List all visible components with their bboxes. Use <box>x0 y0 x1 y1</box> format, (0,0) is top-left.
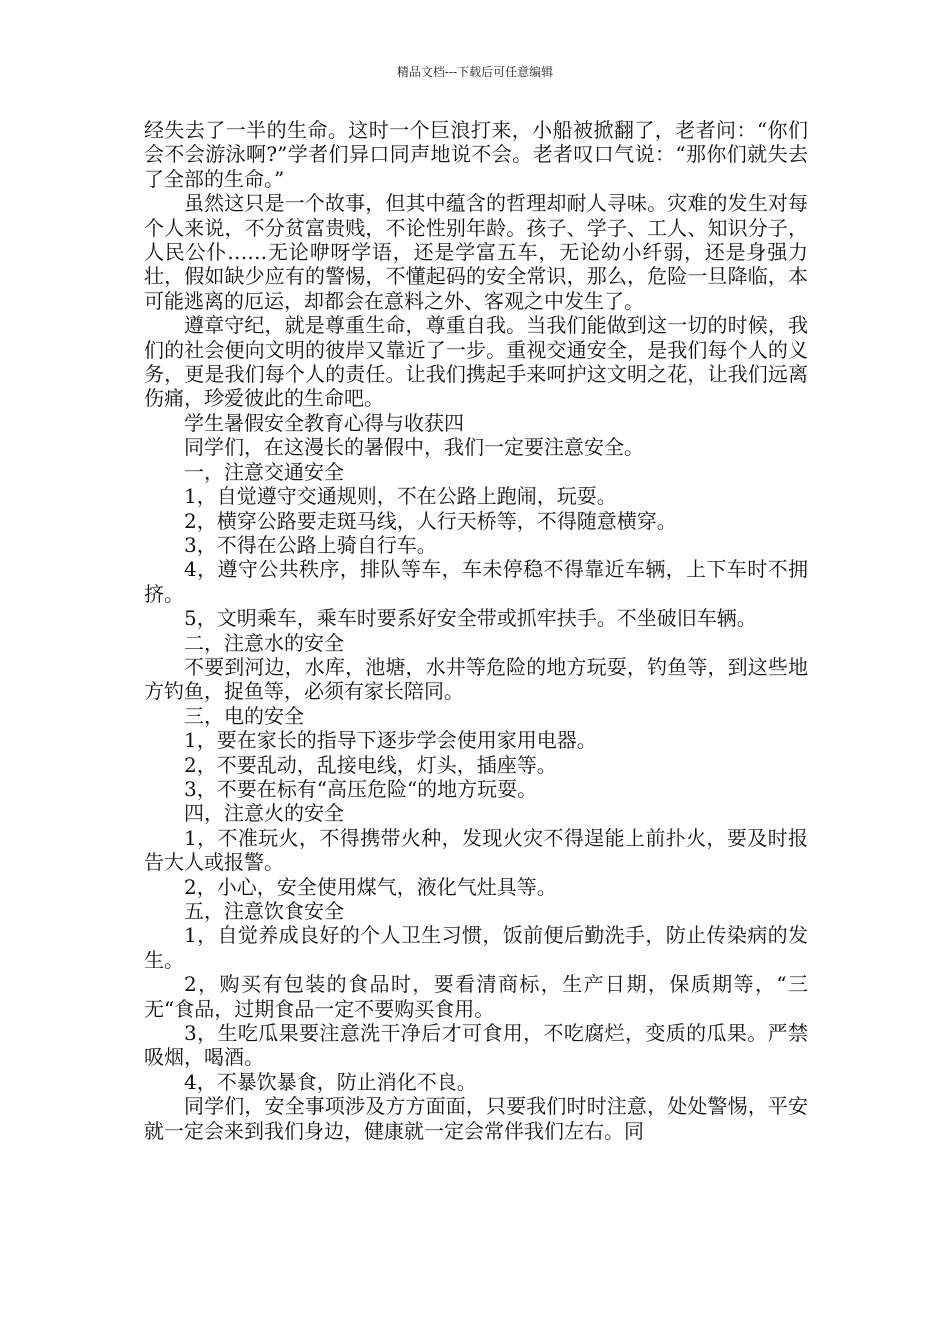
list-item: 1，自觉养成良好的个人卫生习惯，饭前便后勤洗手，防止传染病的发生。 <box>144 923 808 972</box>
list-item: 4，不暴饮暴食，防止消化不良。 <box>184 1069 477 1094</box>
list-item: 2，不要乱动，乱接电线，灯头，插座等。 <box>184 752 557 777</box>
section-heading: 二，注意水的安全 <box>184 630 344 655</box>
paragraph: 同学们，安全事项涉及方方面面，只要我们时时注意，处处警惕，平安就一定会来到我们身边，健康就一定会常伴我们左右。同 <box>144 1094 808 1143</box>
document-body <box>144 118 808 1143</box>
section-title: 学生暑假安全教育心得与收获四 <box>184 410 464 435</box>
paragraph: 虽然这只是一个故事，但其中蕴含的哲理却耐人寻味。灾难的发生对每个人来说，不分贫富贵贱，不论性别年龄。孩子、学子、工人、知识分子，人民公仆……无论咿呀学语，还是学富五车，无论幼小纤弱，还是身强力壮，假如缺少应有的警惕，不懂起码的安全常识，那么，危险一旦降临，本可能逃离的厄运，却都会在意料之外、客观之中发生了。 <box>144 191 808 313</box>
list-item: 2，小心，安全使用煤气，液化气灶具等。 <box>184 874 557 899</box>
section-heading: 五，注意饮食安全 <box>184 899 344 923</box>
page-header: 精品文档---下载后可任意编辑 <box>396 65 554 79</box>
list-item: 5，文明乘车，乘车时要系好安全带或抓牢扶手。不坐破旧车辆。 <box>184 606 757 631</box>
list-item: 3，不得在公路上骑自行车。 <box>184 532 437 557</box>
paragraph: 同学们，在这漫长的暑假中，我们一定要注意安全。 <box>184 435 644 460</box>
list-item: 2，购买有包装的食品时，要看清商标，生产日期，保质期等，“三无“食品，过期食品一定不要购买食用。 <box>144 972 808 1021</box>
list-item: 2，横穿公路要走斑马线，人行天桥等，不得随意横穿。 <box>184 508 677 533</box>
section-heading: 三，电的安全 <box>184 703 304 728</box>
section-heading: 四，注意火的安全 <box>184 801 344 826</box>
paragraph: 不要到河边，水库，池塘，水井等危险的地方玩耍，钓鱼等，到这些地方钓鱼，捉鱼等，必须有家长陪同。 <box>144 654 808 704</box>
list-item: 1，自觉遵守交通规则，不在公路上跑闹，玩耍。 <box>184 484 617 509</box>
paragraph: 经失去了一半的生命。这时一个巨浪打来，小船被掀翻了，老者问：“你们会不会游泳啊?”学者们异口同声地说不会。老者叹口气说：“那你们就失去了全部的生命。” <box>144 118 808 191</box>
list-item: 3，不要在标有“高压危险“的地方玩耍。 <box>184 776 538 801</box>
list-item: 3，生吃瓜果要注意洗干净后才可食用，不吃腐烂，变质的瓜果。严禁吸烟，喝酒。 <box>144 1021 808 1070</box>
paragraph: 遵章守纪，就是尊重生命，尊重自我。当我们能做到这一切的时候，我们的社会便向文明的彼岸又靠近了一步。重视交通安全，是我们每个人的义务，更是我们每个人的责任。让我们携起手来呵护这文明之花，让我们远离伤痛，珍爱彼此的生命吧。 <box>144 313 808 411</box>
list-item: 1，不准玩火，不得携带火种，发现火灾不得逞能上前扑火，要及时报告大人或报警。 <box>144 825 808 875</box>
list-item: 1，要在家长的指导下逐步学会使用家用电器。 <box>184 728 597 753</box>
section-heading: 一，注意交通安全 <box>184 459 344 484</box>
list-item: 4，遵守公共秩序，排队等车，车未停稳不得靠近车辆，上下车时不拥挤。 <box>144 557 808 606</box>
